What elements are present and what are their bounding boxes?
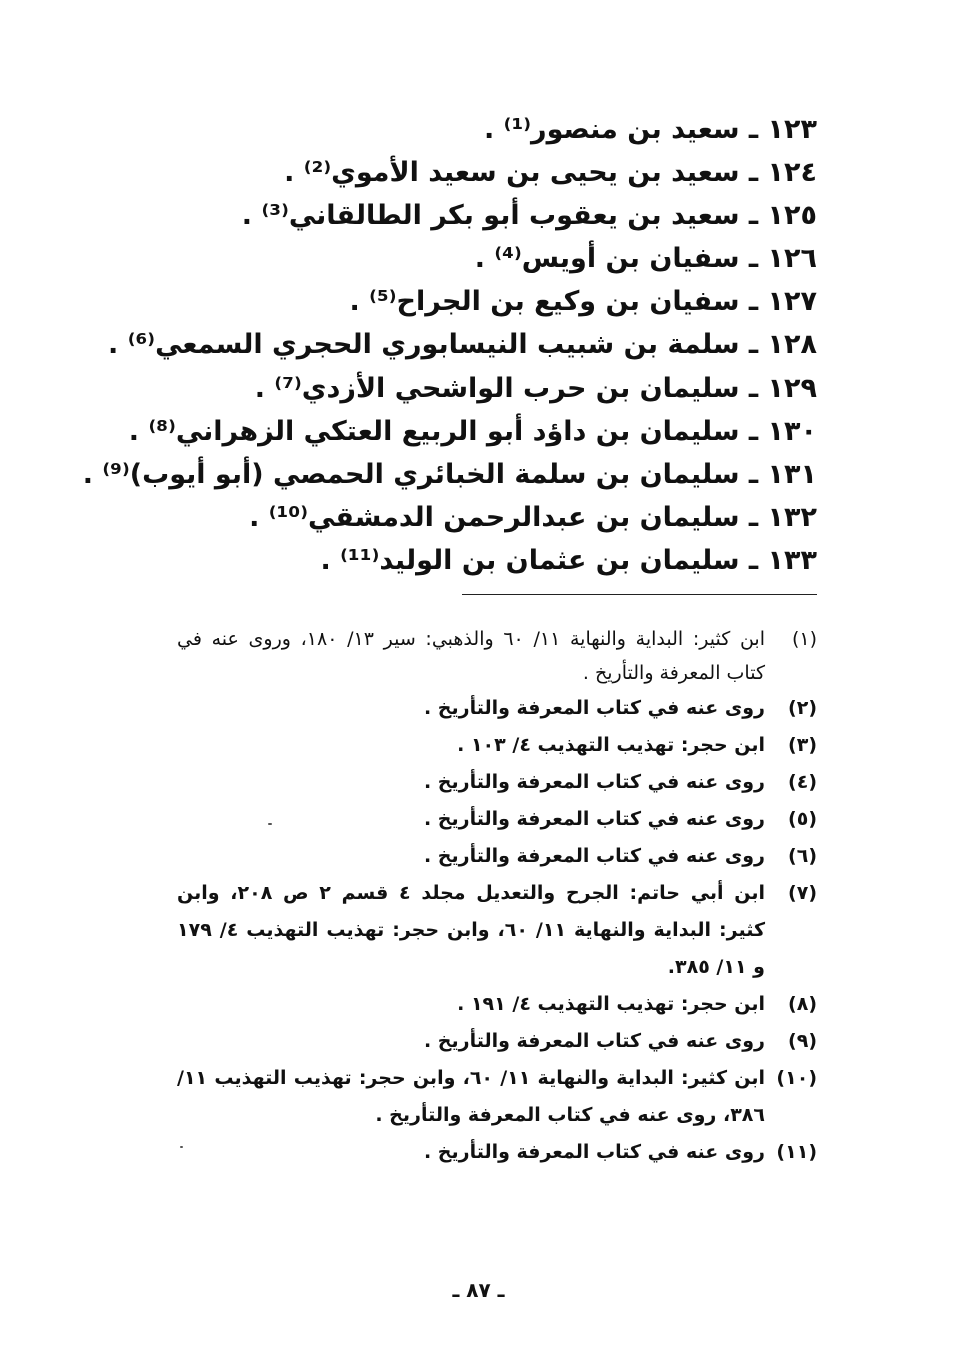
footnote-text: ابن حجر: تهذيب التهذيب ٤/ ١٩١ . <box>457 993 765 1015</box>
footnote-text: روى عنه في كتاب المعرفة والتأريخ . <box>423 1030 765 1052</box>
footnote-4 <box>177 764 817 801</box>
entry-124: ١٢٤ ـ سعيد بن يحيى بن سعيد الأموي⁽²⁾ . <box>284 157 817 189</box>
entry-131: ١٣١ ـ سليمان بن سلمة الخبائري الحمصي (أبو أيوب)⁽⁹⁾ . <box>82 458 817 490</box>
footnote-1 <box>177 622 817 690</box>
footnote-text: روى عنه في كتاب المعرفة والتأريخ . <box>423 1141 765 1163</box>
page-number: ـ ٨٧ ـ <box>452 1278 505 1302</box>
footnote-6 <box>177 838 817 875</box>
footnote-number: (٣) <box>788 734 817 756</box>
footnote-11 <box>177 1134 817 1171</box>
footnote-9 <box>177 1023 817 1060</box>
entry-123: ١٢٣ ـ سعيد بن منصور⁽¹⁾ . <box>484 114 817 145</box>
scan-speck <box>268 823 272 825</box>
entry-133: ١٣٣ ـ سليمان بن عثمان بن الوليد⁽¹¹⁾ . <box>320 544 817 576</box>
footnote-number: (٢) <box>788 697 817 719</box>
footnote-number: (٩) <box>788 1030 817 1052</box>
footnote-list <box>177 622 817 1171</box>
footnote-text: روى عنه في كتاب المعرفة والتأريخ . <box>423 808 765 830</box>
footnote-number: (٤) <box>788 771 817 793</box>
footnote-text: ابن حجر: تهذيب التهذيب ٤/ ١٠٣ . <box>457 734 765 756</box>
entry-127: ١٢٧ ـ سفيان بن وكيع بن الجراح⁽⁵⁾ . <box>349 286 817 318</box>
footnote-2 <box>177 690 817 727</box>
entry-128: ١٢٨ ـ سلمة بن شبيب النيسابوري الحجري السمعي⁽⁶⁾ . <box>108 329 817 361</box>
entry-130: ١٣٠ ـ سليمان بن داؤد أبو الربيع العتكي الزهراني⁽⁸⁾ . <box>128 415 817 447</box>
footnote-text: ابن أبي حاتم: الجرح والتعديل مجلد ٤ قسم ٢ ص ٢٠٨، وابن كثير: البداية والنهاية ١١/ ٦٠، وابن حجر: تهذيب التهذيب ٤/ ١٧٩ و ١١/ ٣٨٥. <box>177 882 766 978</box>
footnote-text: ابن كثير: البداية والنهاية ١١/ ٦٠، وابن حجر: تهذيب التهذيب ١١/ ٣٨٦، روى عنه في كتاب المعرفة والتأريخ . <box>177 1067 765 1126</box>
footnote-text: روى عنه في كتاب المعرفة والتأريخ . <box>423 845 765 867</box>
footnote-number: (١) <box>791 628 817 650</box>
footnote-3 <box>177 727 817 764</box>
footnote-divider <box>462 594 817 595</box>
entry-132: ١٣٢ ـ سليمان بن عبدالرحمن الدمشقي⁽¹⁰⁾ . <box>249 501 817 533</box>
footnote-number: (٥) <box>788 808 817 830</box>
entry-125: ١٢٥ ـ سعيد بن يعقوب أبو بكر الطالقاني⁽³⁾ . <box>241 200 817 232</box>
footnote-7 <box>177 875 817 986</box>
footnote-number: (٧) <box>788 882 817 904</box>
entry-129: ١٢٩ ـ سليمان بن حرب الواشحي الأزدي⁽⁷⁾ . <box>254 372 817 404</box>
footnote-text: روى عنه في كتاب المعرفة والتأريخ . <box>423 697 765 719</box>
footnote-8 <box>177 986 817 1023</box>
footnote-number: (١١) <box>776 1141 817 1163</box>
footnote-5 <box>177 801 817 838</box>
footnote-number: (١٠) <box>776 1067 817 1089</box>
footnote-text: روى عنه في كتاب المعرفة والتأريخ . <box>423 771 765 793</box>
footnote-number: (٨) <box>788 993 817 1015</box>
footnote-number: (٦) <box>788 845 817 867</box>
scan-speck <box>180 1146 183 1148</box>
entry-list <box>82 108 817 582</box>
entry-126: ١٢٦ ـ سفيان بن أويس⁽⁴⁾ . <box>474 243 817 275</box>
footnote-text: ابن كثير: البداية والنهاية ١١/ ٦٠ والذهبي: سير ١٣/ ١٨٠، وروى عنه في كتاب المعرفة والتأريخ . <box>177 628 765 684</box>
footnote-10 <box>177 1060 817 1134</box>
